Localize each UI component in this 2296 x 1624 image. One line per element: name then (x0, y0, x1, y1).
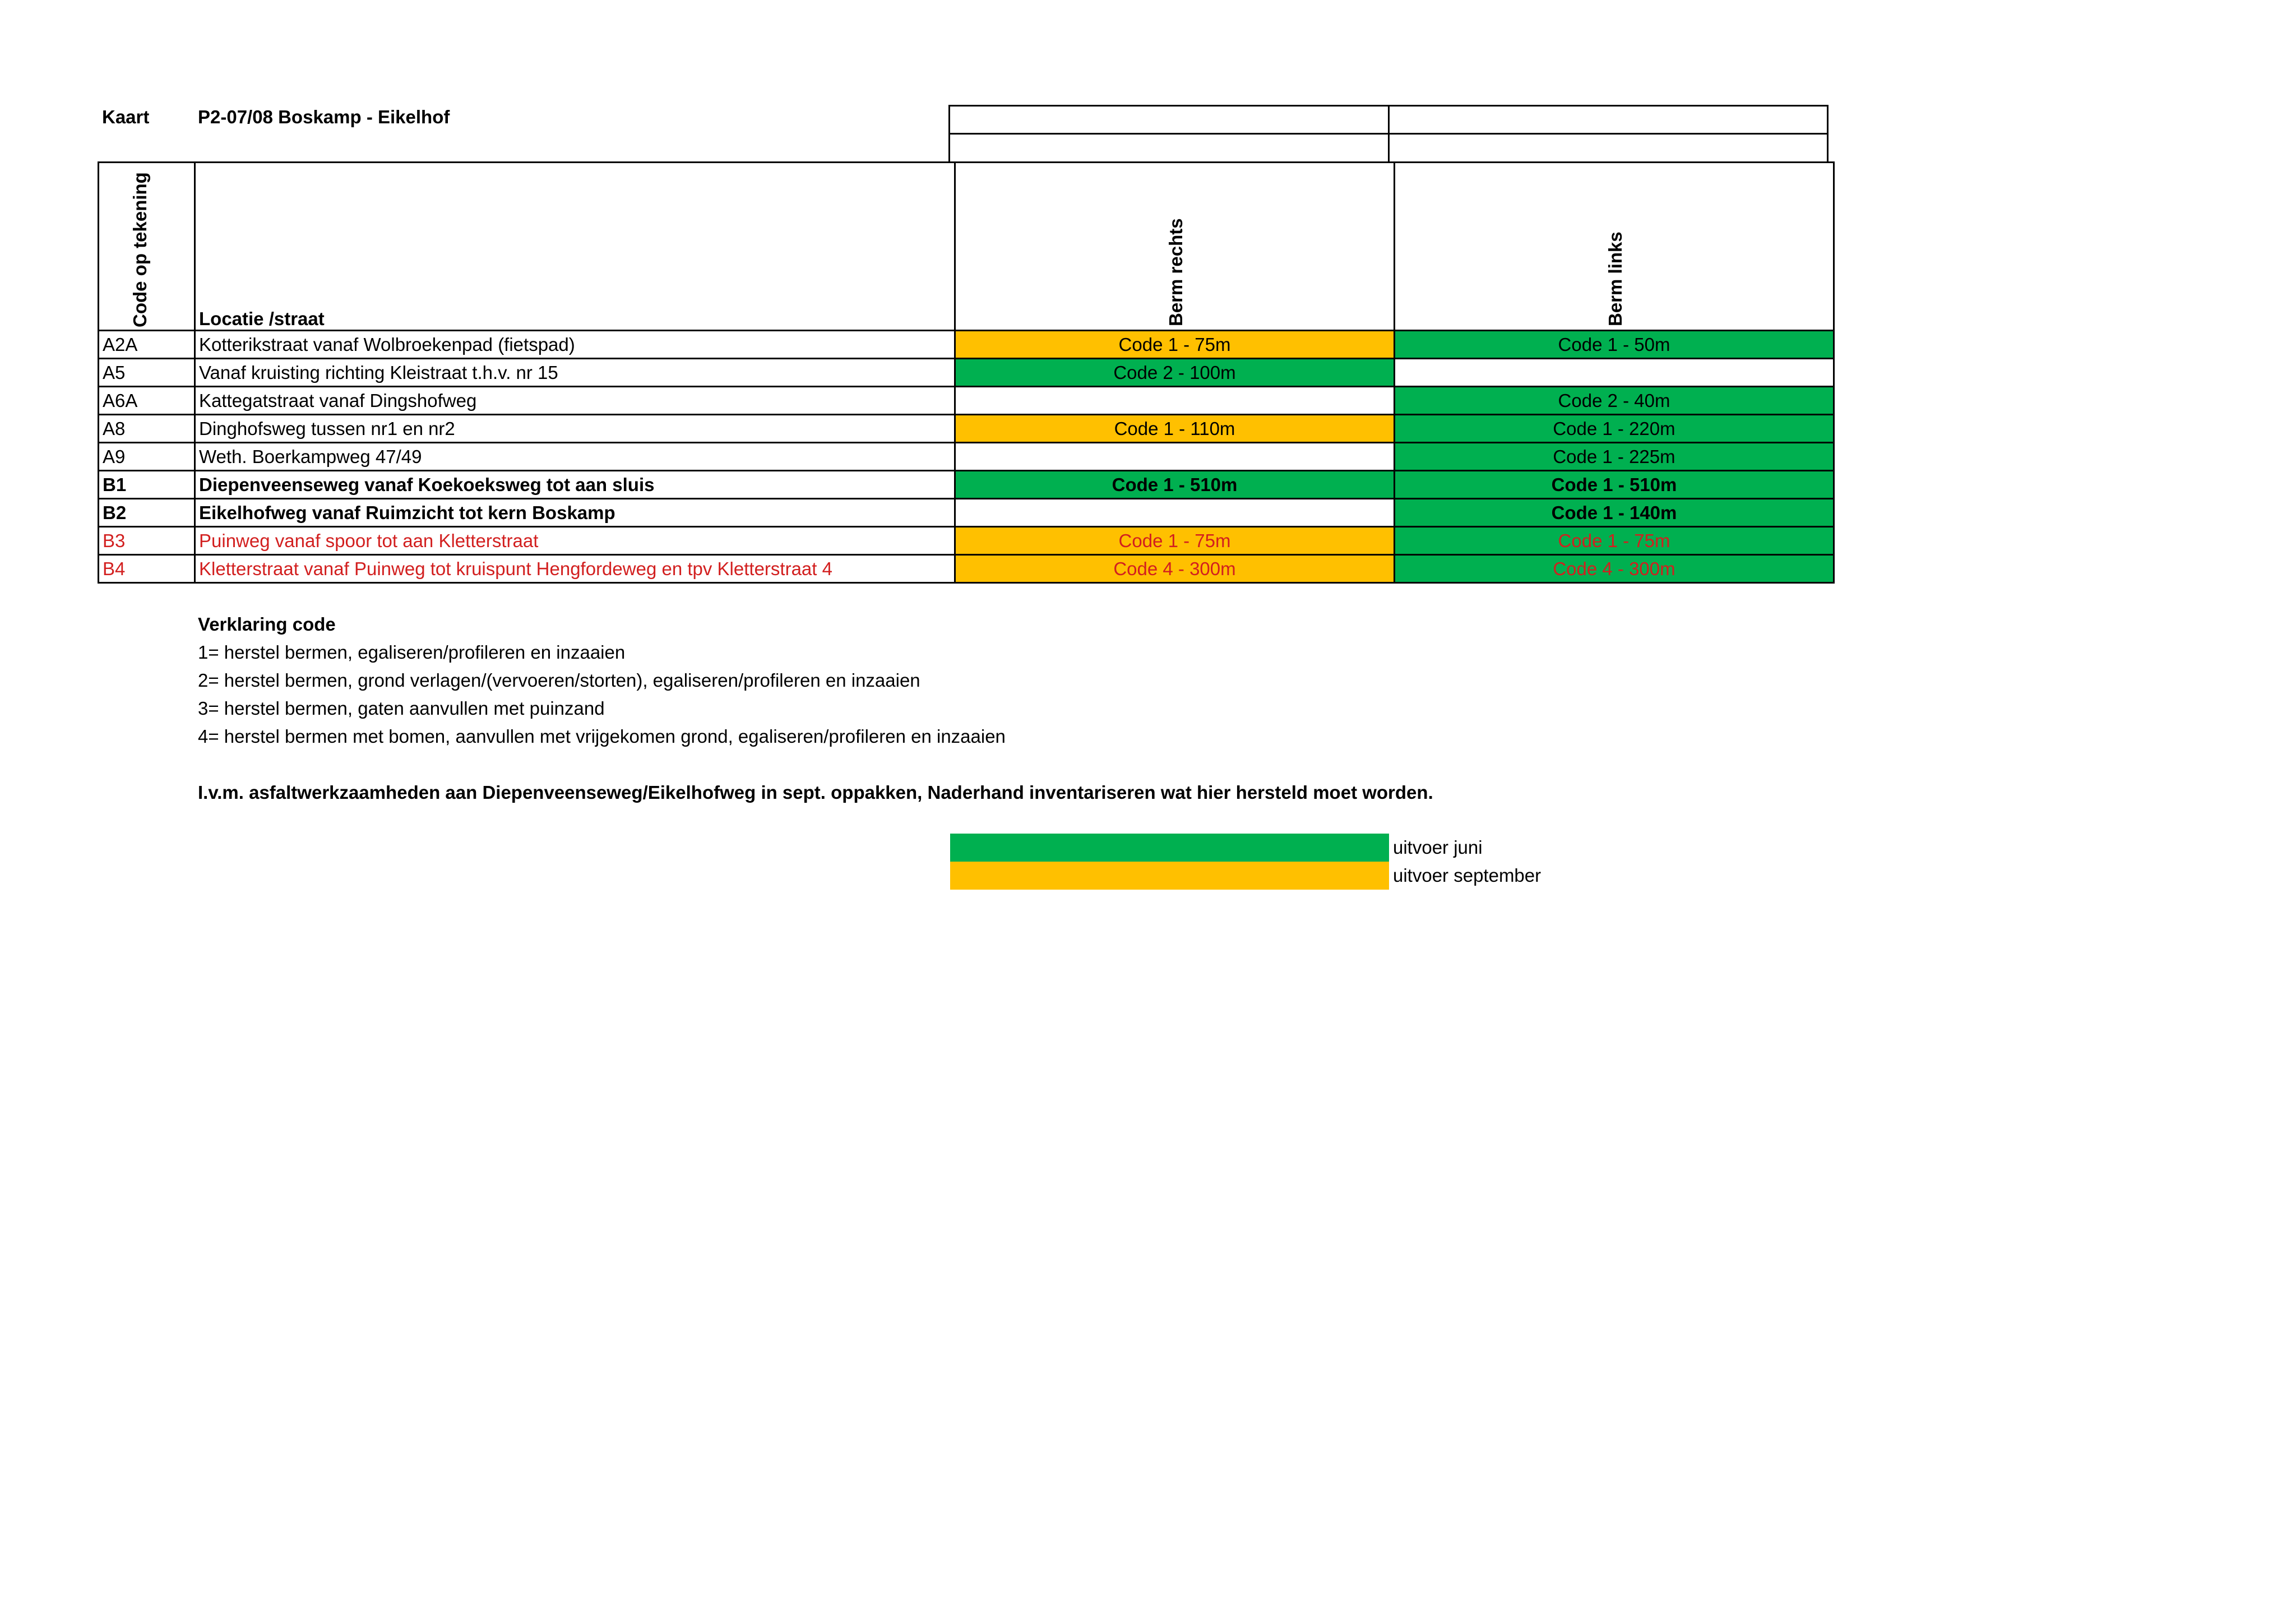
table-row (99, 527, 1834, 555)
row-berm-right: Code 1 - 75m (955, 527, 1395, 555)
row-berm-left: Code 2 - 40m (1395, 387, 1834, 415)
map-label: Kaart (102, 107, 150, 127)
planning-note: I.v.m. asfaltwerkzaamheden aan Diepenveenseweg/Eikelhofweg in sept. oppakken, Naderhand inventariseren wat hier hersteld moet worden. (198, 782, 1433, 803)
row-code: B4 (99, 555, 195, 583)
row-code: A2A (99, 331, 195, 359)
legend-item: 1= herstel bermen, egaliseren/profileren en inzaaien (198, 642, 626, 663)
table-row (99, 471, 1834, 499)
row-location: Diepenveenseweg vanaf Koekoeksweg tot aan sluis (195, 471, 955, 499)
row-code: B3 (99, 527, 195, 555)
berm-left-top-cell-2 (1388, 133, 1829, 163)
row-berm-left (1395, 359, 1834, 387)
row-berm-left: Code 4 - 300m (1395, 555, 1834, 583)
color-key-swatch-september (950, 862, 1389, 890)
code-column-header (99, 163, 195, 331)
row-berm-left: Code 1 - 75m (1395, 527, 1834, 555)
location-column-header: Locatie /straat (195, 163, 955, 331)
row-location: Weth. Boerkampweg 47/49 (195, 443, 955, 471)
row-location: Eikelhofweg vanaf Ruimzicht tot kern Boskamp (195, 499, 955, 527)
table-row (99, 555, 1834, 583)
berm-left-column-header (1395, 163, 1834, 331)
row-code: B1 (99, 471, 195, 499)
row-code: A9 (99, 443, 195, 471)
row-location: Kattegatstraat vanaf Dingshofweg (195, 387, 955, 415)
berm-right-header-label: Berm rechts (1165, 218, 1186, 326)
row-berm-right: Code 4 - 300m (955, 555, 1395, 583)
row-location: Kletterstraat vanaf Puinweg tot kruispunt Hengfordeweg en tpv Kletterstraat 4 (195, 555, 955, 583)
berm-right-column-header (955, 163, 1395, 331)
legend-item: 3= herstel bermen, gaten aanvullen met puinzand (198, 698, 605, 719)
row-berm-right: Code 1 - 510m (955, 471, 1395, 499)
row-code: A6A (99, 387, 195, 415)
row-berm-right (955, 499, 1395, 527)
row-berm-left: Code 1 - 140m (1395, 499, 1834, 527)
row-location: Puinweg vanaf spoor tot aan Kletterstraat (195, 527, 955, 555)
code-header-label: Code op tekening (129, 172, 150, 327)
legend-title: Verklaring code (198, 614, 336, 635)
row-code: A5 (99, 359, 195, 387)
table-row (99, 359, 1834, 387)
row-berm-left: Code 1 - 510m (1395, 471, 1834, 499)
row-berm-right (955, 387, 1395, 415)
row-berm-right (955, 443, 1395, 471)
berm-table (98, 161, 1835, 584)
berm-left-top-cell-1 (1388, 105, 1829, 135)
berm-left-header-label: Berm links (1605, 232, 1626, 326)
table-header-row (99, 163, 1834, 331)
legend-item: 4= herstel bermen met bomen, aanvullen met vrijgekomen grond, egaliseren/profileren en inzaaien (198, 726, 1006, 747)
row-berm-right: Code 1 - 75m (955, 331, 1395, 359)
row-location: Dinghofsweg tussen nr1 en nr2 (195, 415, 955, 443)
map-title: P2-07/08 Boskamp - Eikelhof (198, 107, 450, 127)
berm-right-top-cell-2 (948, 133, 1390, 163)
row-berm-right: Code 1 - 110m (955, 415, 1395, 443)
color-key-swatch-june (950, 834, 1389, 862)
row-berm-left: Code 1 - 220m (1395, 415, 1834, 443)
row-berm-right: Code 2 - 100m (955, 359, 1395, 387)
row-berm-left: Code 1 - 50m (1395, 331, 1834, 359)
legend-item: 2= herstel bermen, grond verlagen/(vervoeren/storten), egaliseren/profileren en inzaaien (198, 670, 920, 691)
row-location: Kotterikstraat vanaf Wolbroekenpad (fietspad) (195, 331, 955, 359)
table-row (99, 443, 1834, 471)
color-key-label-june: uitvoer juni (1393, 837, 1483, 858)
table-row (99, 415, 1834, 443)
table-row (99, 499, 1834, 527)
berm-right-top-cell-1 (948, 105, 1390, 135)
row-code: B2 (99, 499, 195, 527)
table-row (99, 331, 1834, 359)
row-berm-left: Code 1 - 225m (1395, 443, 1834, 471)
table-row (99, 387, 1834, 415)
row-code: A8 (99, 415, 195, 443)
row-location: Vanaf kruisting richting Kleistraat t.h.v. nr 15 (195, 359, 955, 387)
color-key-label-september: uitvoer september (1393, 865, 1542, 886)
